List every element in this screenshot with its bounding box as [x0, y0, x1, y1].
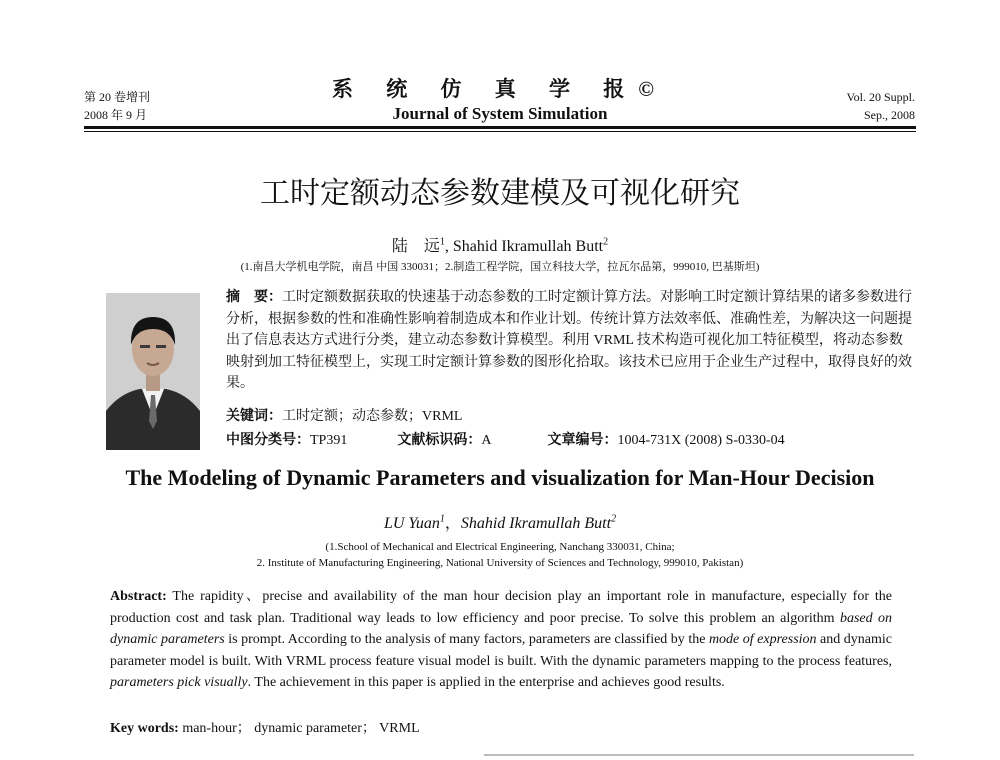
abstract-en-italic3: parameters pick visually	[110, 675, 248, 690]
author1-en: LU Yuan	[383, 515, 440, 532]
author2-cn-sup: 2	[603, 236, 609, 248]
cropped-text-remnant	[484, 752, 914, 758]
header-rule-thick	[84, 126, 916, 129]
abstract-cn	[226, 287, 912, 395]
author-photo	[106, 293, 200, 450]
affiliation-cn: (1.南昌大学机电学院，南昌 中国 330031；2.制造工程学院，国立科技大学，拉瓦尔品第，999010, 巴基斯坦)	[240, 261, 760, 273]
author2-cn: , Shahid Ikramullah Butt	[444, 238, 604, 255]
author1-cn: 陆 远	[391, 238, 440, 255]
clc-value: TP391	[310, 433, 348, 448]
journal-title-cn: 系 统 仿 真 学 报©	[332, 77, 668, 101]
abstract-label-en: Abstract:	[110, 589, 167, 604]
keywords-label-en: Key words:	[110, 721, 179, 736]
article-no-value: 1004-731X (2008) S-0330-04	[617, 433, 785, 448]
clc-label: 中图分类号：	[226, 433, 310, 448]
header-rule-thin	[84, 131, 916, 132]
keywords-label-cn: 关键词：	[226, 409, 282, 424]
abstract-en-part1: The rapidity、precise and availability of the man hour decision play an important role in manufacture, especially for the production cost and task plan. Traditional way leads to low efficiency and poor precise. To solve this problem an algorithm	[110, 589, 892, 626]
abstract-en-part4: . The achievement in this paper is applied in the enterprise and achieves good results.	[247, 675, 725, 690]
affiliation-en-1: (1.School of Mechanical and Electrical Engineering, Nanchang 330031, China;	[325, 541, 675, 553]
authors-en	[0, 510, 1000, 533]
paper-title-cn: 工时定额动态参数建模及可视化研究	[260, 177, 740, 210]
author-portrait-icon	[106, 293, 200, 450]
volume-label-cn: 第 20 卷增刊	[84, 90, 151, 104]
abstract-en-part2: is prompt. According to the analysis of many factors, parameters are classified by the	[224, 632, 709, 647]
article-no-label: 文章编号：	[547, 433, 618, 448]
keywords-text-en: man-hour； dynamic parameter； VRML	[178, 721, 420, 736]
abstract-en-italic2: mode of expression	[708, 632, 817, 647]
authors-cn	[0, 233, 1000, 256]
author-separator: ，	[444, 515, 461, 532]
keywords-cn	[226, 405, 462, 425]
abstract-en-part3: and dynamic parameter model is built. With VRML process feature visual model is built. With the dynamic parameters mapping to the process features,	[110, 632, 892, 669]
author2-en: Shahid Ikramullah Butt	[460, 515, 612, 532]
affiliation-en-2: 2. Institute of Manufacturing Engineering, National University of Sciences and Technology, 999010, Pakistan)	[256, 557, 744, 569]
author1-en-sup: 1	[439, 513, 445, 525]
journal-title-en: Journal of System Simulation	[392, 104, 608, 123]
volume-label-en: Vol. 20 Suppl.	[846, 90, 915, 104]
doc-code-label: 文献标识码：	[397, 433, 482, 448]
author1-cn-sup: 1	[439, 236, 445, 248]
keywords-en	[110, 717, 420, 737]
date-label-en: Sep., 2008	[864, 108, 915, 122]
paper-title-en: The Modeling of Dynamic Parameters and visualization for Man-Hour Decision	[125, 465, 875, 490]
doc-code-value: A	[481, 433, 492, 448]
date-label-cn: 2008 年 9 月	[84, 108, 148, 122]
abstract-label-cn: 摘 要：	[226, 290, 282, 305]
keywords-text-cn: 工时定额；动态参数；VRML	[282, 409, 463, 424]
abstract-text-cn: 工时定额数据获取的快速基于动态参数的工时定额计算方法。对影响工时定额计算结果的诸多参数进行分析，根据参数的性和准确性影响着制造成本和作业计划。传统计算方法效率低、准确性差，为解决这一问题提出了信息表达方式进行分类，建立动态参数计算模型。利用 VRML 技术构造可视化加工特征模型，将动态参数映射到加工特征模型上，实现工时定额计算参数的图形化拾取。该技术已应用于企业生产过程中，取得良好的效果。	[226, 290, 912, 391]
author2-en-sup: 2	[611, 513, 617, 525]
abstract-en-italic1: based on dynamic parameters	[110, 610, 892, 647]
abstract-en	[110, 586, 892, 694]
classification-line	[226, 429, 926, 449]
